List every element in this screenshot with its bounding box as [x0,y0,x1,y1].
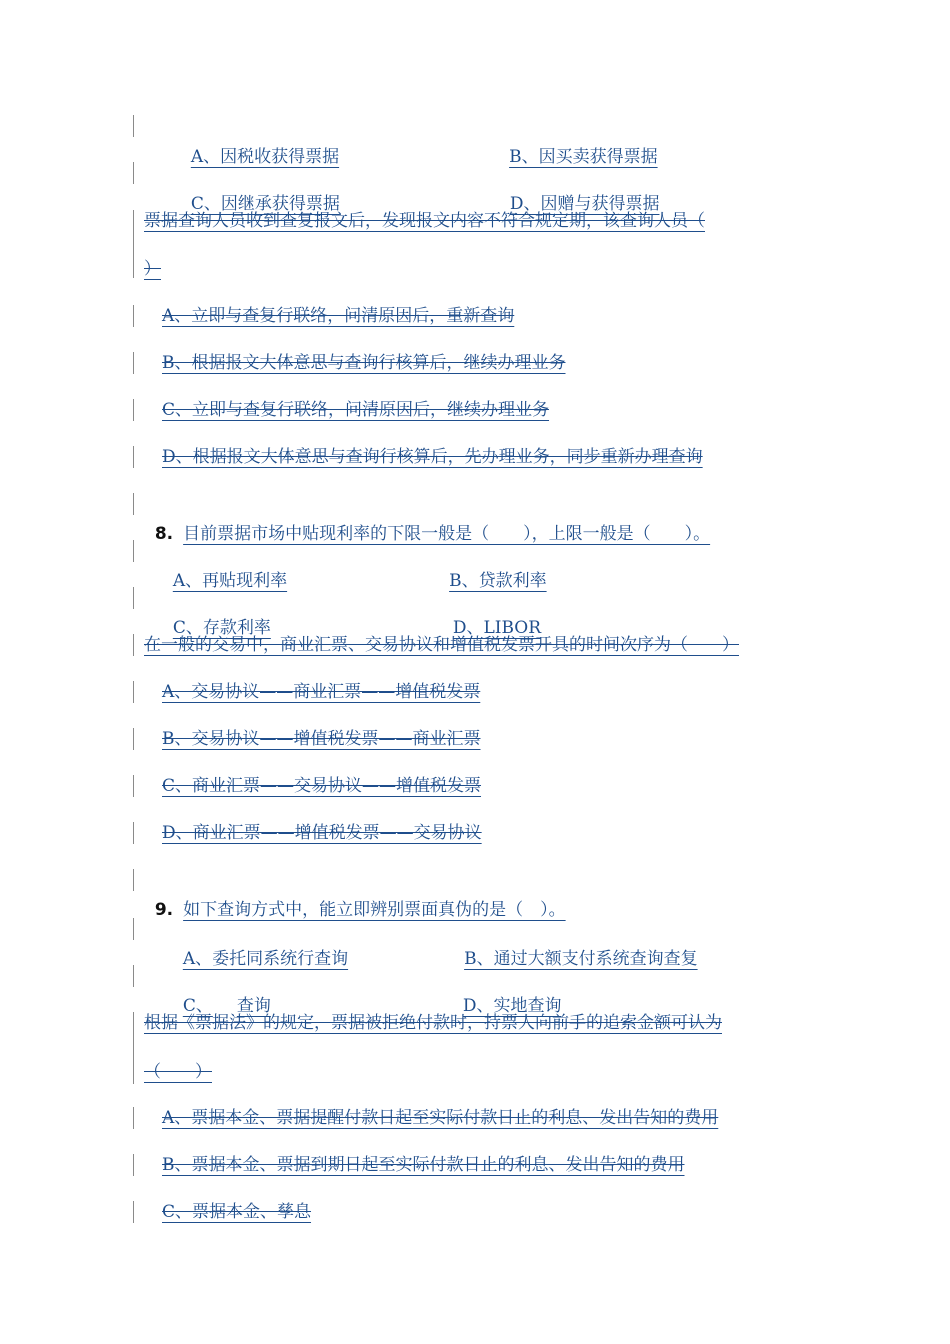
question-stem-deleted: 根据《票据法》的规定，票据被拒绝付款时，持票人向前手的追索金额可认为 [144,1013,722,1033]
option-b-deleted: B、根据报文大体意思与查询行核算后，继续办理业务 [162,353,566,373]
option-d: D、实地查询 [462,996,562,1016]
option-d: D、LIBOR [452,618,542,638]
question-number: 8. [154,524,174,544]
option-d-deleted: D、根据报文大体意思与查询行核算后，先办理业务，同步重新办理查询 [162,447,703,467]
option-c: C、因继承获得票据 [190,194,340,214]
option-row [172,914,698,969]
question-stem: 如下查询方式中，能立即辨别票面真伪的是（ ）。 [183,900,566,920]
option-a: A、因税收获得票据 [190,147,340,167]
change-bar [133,1012,134,1084]
change-bar [133,681,134,703]
change-bar [133,634,134,656]
option-d-deleted: D、商业汇票——增值税发票——交易协议 [162,823,482,843]
option-c-deleted: C、立即与查复行联络，问清原因后，继续办理业务 [162,400,550,420]
option-b: B、因买卖获得票据 [509,147,658,167]
change-bar [133,1107,134,1129]
change-bar [133,728,134,750]
question-8 [144,489,711,544]
option-row [162,583,542,638]
change-bar [133,115,134,137]
question-stem: 目前票据市场中贴现利率的下限一般是（ ），上限一般是（ ）。 [183,524,711,544]
change-bar [133,540,134,562]
option-row [172,961,562,1016]
question-stem-deleted: 在一般的交易中，商业汇票、交易协议和增值税发票开具的时间次序为（ ） [144,635,739,655]
change-bar [133,162,134,184]
question-stem-deleted-cont: ） [144,259,161,279]
change-bar [133,869,134,891]
option-b-deleted: B、票据本金、票据到期日起至实际付款日止的利息、发出告知的费用 [162,1155,685,1175]
change-bar [133,965,134,987]
option-row [162,536,561,591]
option-row [144,159,660,214]
change-bar [133,822,134,844]
change-bar [133,775,134,797]
change-bar [133,210,134,278]
change-bar [133,918,134,940]
option-c-deleted: C、商业汇票——交易协议——增值税发票 [162,776,482,796]
question-9 [144,865,566,920]
change-bar [133,352,134,374]
option-a: A、再贴现利率 [172,571,288,591]
option-b: B、通过大额支付系统查询查复 [464,949,698,969]
option-c-deleted: C、票据本金、孳息 [162,1202,312,1222]
question-stem-deleted-cont: （ ） [144,1062,212,1082]
change-bar [133,587,134,609]
option-d: D、因赠与获得票据 [509,194,660,214]
change-bar [133,446,134,468]
change-bar [133,305,134,327]
option-a-deleted: A、立即与查复行联络，问清原因后，重新查询 [162,306,515,326]
option-b: B、贷款利率 [449,571,547,591]
option-a-deleted: A、交易协议——商业汇票——增值税发票 [162,682,481,702]
option-b-deleted: B、交易协议——增值税发票——商业汇票 [162,729,481,749]
option-c: 查询 [236,996,271,1016]
change-bar [133,399,134,421]
option-c: C、存款利率 [172,618,271,638]
option-a: A、委托同系统行查询 [182,949,349,969]
change-bar [133,493,134,515]
change-bar [133,1154,134,1176]
option-a-deleted: A、票据本金、票据提醒付款日起至实际付款日止的利息、发出告知的费用 [162,1108,719,1128]
question-stem-deleted: 票据查询人员收到查复报文后，发现报文内容不符合规定期，该查询人员（ [144,211,705,231]
option-c-prefix: C、 [182,996,213,1016]
question-number: 9. [154,900,174,920]
change-bar [133,1201,134,1223]
option-row [144,112,658,167]
